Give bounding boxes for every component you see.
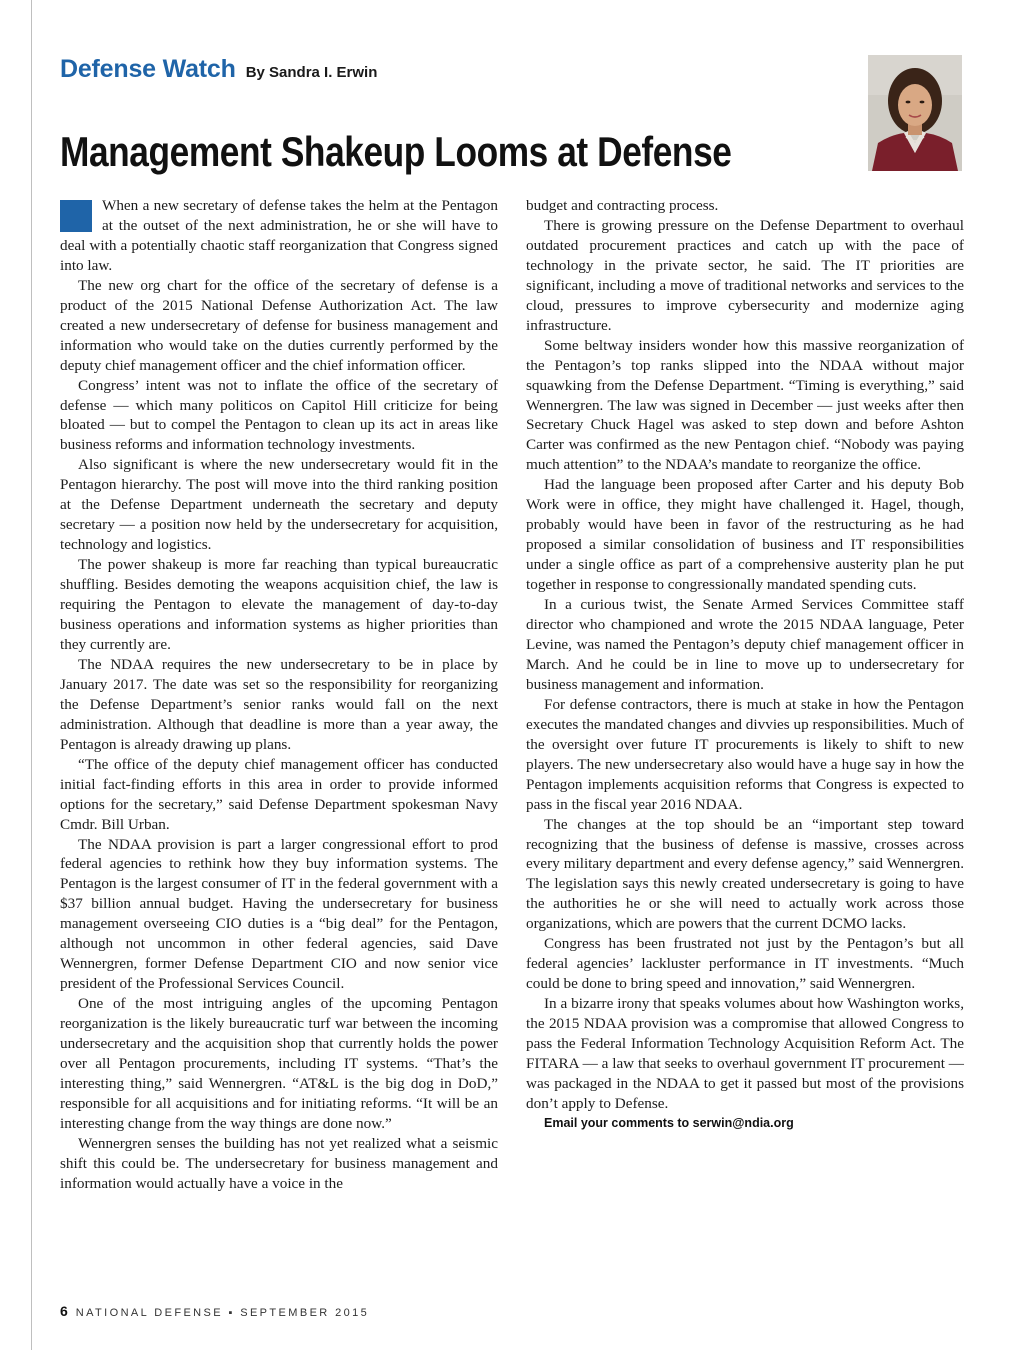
page-left-rule [31, 0, 32, 1350]
paragraph: budget and contracting process. [526, 197, 719, 214]
paragraph: The new org chart for the office of the secretary of defense is a product of the 2015 National Defense Authorization Act. The law created a new undersecretary of defense for business management and information who would take on the duties currently performed by the deputy chief management officer and the chief information officer. [60, 276, 498, 374]
column-header [60, 55, 377, 84]
paragraph: For defense contractors, there is much at stake in how the Pentagon executes the mandated changes and divvies up responsibilities. Much of the oversight over future IT procurements is likely to shift to new players. The new undersecretary also would have a huge say in how the Pentagon implements acquisition reforms that Congress is expected to pass in the fiscal year 2016 NDAA. [526, 695, 964, 813]
headline: Management Shakeup Looms at Defense [60, 128, 732, 175]
publication-line: NATIONAL DEFENSE ▪ SEPTEMBER 2015 [75, 1307, 370, 1319]
paragraph: There is growing pressure on the Defense Department to overhaul outdated procurement practices and catch up with the pace of technology in the private sector, he said. The IT priorities are significant, including a move of traditional networks and services to the cloud, pressures to improve cybersecurity and modernize aging infrastructure. [526, 216, 964, 334]
article-column-right [526, 196, 964, 1134]
page-number: 6 [60, 1303, 68, 1319]
paragraph: The changes at the top should be an “important step toward recognizing that the business of defense is massive, crosses across every military department and every defense agency,” said Wennergren. The legislation says this newly created undersecretary is going to have the authorities he or she will need to actually work across those organizations, which are powers that the current DCMO lacks. [526, 815, 964, 933]
paragraph: When a new secretary of defense takes the helm at the Pentagon at the outset of the next administration, he or she will have to deal with a potentially chaotic staff reorganization that Congress signed into law. [60, 197, 498, 274]
paragraph: The NDAA provision is part a larger congressional effort to prod federal agencies to rethink how they buy information systems. The Pentagon is the largest consumer of IT in the federal government with a $37 billion annual budget. Having the undersecretary for business management overseeing CIO duties is a “big deal” for the Pentagon, although not uncommon in other federal agencies, said Dave Wennergren, former Defense Department CIO and now senior vice president of the Professional Services Council. [60, 835, 498, 993]
paragraph: In a curious twist, the Senate Armed Services Committee staff director who championed and wrote the 2015 NDAA language, Peter Levine, was named the Pentagon’s deputy chief management officer in March. And he could be in line to move up to undersecretary for business management and information. [526, 596, 964, 693]
paragraph: Congress has been frustrated not just by the Pentagon’s but all federal agencies’ lackluster performance in IT investments. “Much could be done to bring speed and innovation,” said Wennergren. [526, 935, 964, 993]
column-title: Defense Watch [60, 55, 236, 83]
paragraph: Also significant is where the new undersecretary would fit in the Pentagon hierarchy. The post will move into the third ranking position at the Defense Department underneath the secretary and deputy secretary — a position now held by the undersecretary for acquisition, technology and logistics. [60, 456, 498, 554]
byline: By Sandra I. Erwin [245, 64, 378, 81]
paragraph: The NDAA requires the new undersecretary to be in place by January 2017. The date was set so the responsibility for reorganizing the Defense Department’s senior ranks would fall on the next administration. Although that deadline is more than a year away, the Pentagon is already drawing up plans. [60, 655, 498, 753]
drop-cap-square-icon [60, 200, 92, 232]
author-portrait-icon [868, 55, 962, 171]
paragraph: Some beltway insiders wonder how this massive reorganization of the Pentagon’s top ranks slipped into the NDAA without major squawking from the Defense Department. “Timing is everything,” said Wennergren. The law was signed in December — just weeks after then Secretary Chuck Hagel was asked to step down and before Ashton Carter was confirmed as the new Pentagon chief. “Nobody was paying much attention” to the NDAA’s mandate to reorganize the office. [526, 336, 964, 474]
paragraph: The power shakeup is more far reaching than typical bureaucratic shuffling. Besides demoting the weapons acquisition chief, the law is requiring the Pentagon to elevate the management of day-to-day business operations and information systems as higher priorities than they currently are. [60, 556, 498, 653]
paragraph: “The office of the deputy chief management officer has conducted initial fact-finding efforts in this area in order to provide informed options for the secretary,” said Defense Department spokesman Navy Cmdr. Bill Urban. [60, 755, 498, 833]
paragraph: Wennergren senses the building has not yet realized what a seismic shift this could be. The undersecretary for business management and information would actually have a voice in the [60, 1134, 498, 1192]
article-column-left [60, 196, 498, 1194]
paragraph: Had the language been proposed after Carter and his deputy Bob Work were in office, they might have challenged it. Hagel, though, probably would have been in favor of the restructuring as he had proposed a similar consolidation of business and IT responsibilities under a single office as part of a comprehensive austerity plan he put together in response to congressionally mandated spending cuts. [526, 476, 964, 594]
paragraph: Congress’ intent was not to inflate the office of the secretary of defense — which many politicos on Capitol Hill criticize for being bloated — but to compel the Pentagon to clean up its act in areas like business reforms and information technology investments. [60, 376, 498, 454]
page-footer [60, 1303, 369, 1319]
author-photo [868, 55, 962, 171]
email-comments-link[interactable]: Email your comments to serwin@ndia.org [544, 1115, 794, 1130]
paragraph: In a bizarre irony that speaks volumes about how Washington works, the 2015 NDAA provision was a compromise that allowed Congress to pass the Federal Information Technology Acquisition Reform Act. The FITARA — a law that seeks to overhaul government IT procurement — was packaged in the NDAA to get it passed but most of the provisions don’t apply to Defense. [526, 995, 964, 1112]
paragraph: One of the most intriguing angles of the upcoming Pentagon reorganization is the likely bureaucratic turf war between the incoming undersecretary and the acquisition shop that currently holds the power over all Pentagon procurements, including IT systems. “That’s the interesting thing,” said Wennergren. “AT&L is the big dog in DoD,” responsible for all acquisitions and for initiating reforms. “It will be an interesting change from the way things are done now.” [60, 995, 498, 1132]
